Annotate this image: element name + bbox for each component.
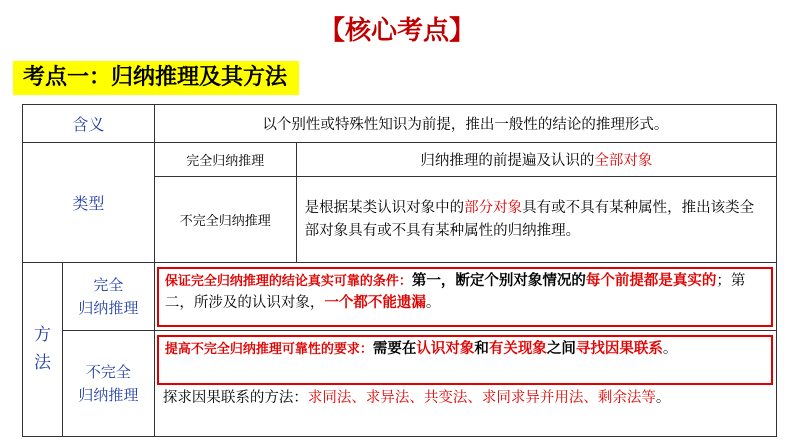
- causal-methods-text: 探求因果联系的方法：求同法、求异法、共变法、求同求异并用法、剩余法等。: [162, 390, 671, 406]
- meaning-label: 含义: [23, 105, 155, 143]
- summary-table: [22, 104, 777, 437]
- method-incomplete-label: 不完全 归纳推理: [62, 331, 154, 437]
- complete-induction-label: 完全归纳推理: [154, 143, 296, 177]
- method-incomplete-cell: [154, 331, 776, 437]
- method-complete-box: 保证完全归纳推理的结论真实可靠的条件：第一，断定个别对象情况的每个前提都是真实的；第二，所涉及的认识对象，一个都不能遗漏。: [157, 267, 773, 327]
- type-label: 类型: [23, 143, 155, 263]
- method-incomplete-box: 提高不完全归纳推理可靠性的要求：需要在认识对象和有关现象之间寻找因果联系。: [157, 335, 773, 385]
- page-title: 【核心考点】: [318, 16, 475, 46]
- complete-induction-text: 归纳推理的前提遍及认识的全部对象: [296, 143, 776, 177]
- meaning-text: 以个别性或特殊性知识为前提，推出一般性的结论的推理形式。: [154, 105, 776, 143]
- incomplete-induction-label: 不完全归纳推理: [154, 177, 296, 263]
- method-complete-cell: [154, 263, 776, 331]
- section-heading: 考点一：归纳推理及其方法: [13, 61, 299, 95]
- method-label: 方法: [23, 263, 63, 437]
- method-complete-label: 完全 归纳推理: [62, 263, 154, 331]
- incomplete-induction-text: 是根据某类认识对象中的部分对象具有或不具有某种属性，推出该类全部对象具有或不具有某种属性的归纳推理。: [296, 177, 776, 263]
